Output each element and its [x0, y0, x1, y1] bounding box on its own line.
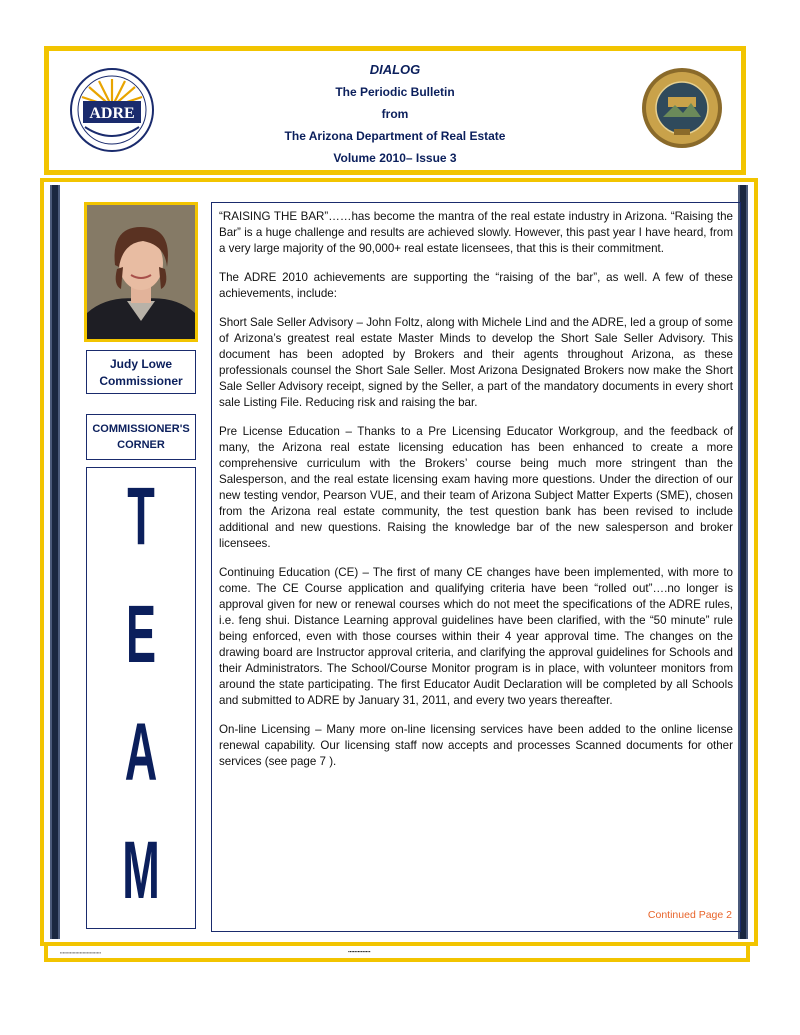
header-text [49, 59, 741, 169]
main-content-frame [40, 178, 758, 946]
bulletin-header [44, 46, 746, 175]
bulletin-subtitle: The Periodic Bulletin [335, 85, 455, 99]
article-paragraph: Pre License Education – Thanks to a Pre Licensing Educator Workgroup, and the feedback of many, the Arizona real estate licensing education has been enhanced to create a more comprehensive curriculum with the Brokers’ course being much more stringent than the Salesperson, and the real estate licensing exam having more questions. Under the direction of our new testing vendor, Pearson VUE, and their team of Arizona Subject Matter Experts (SME), chosen from the Arizona real estate community, the test question bank has been revised to include additional and new questions. Raising the knowledge bar of the new salesperson and broker licensees. [219, 425, 733, 550]
corner-heading-line1: COMMISSIONER'S [92, 423, 190, 435]
team-letter-m: M [122, 825, 160, 916]
team-letter-t: T [127, 471, 155, 562]
article-paragraph: Continuing Education (CE) – The first of many CE changes have been implemented, with more to come. The CE Course application and qualifying criteria have been “rolled out”….no longer is approval given for new or renewal courses which do not meet the specifications of the ADRE rules, i.e. feng shui. Distance Learning approval guidelines have been clarified, with the “50 minute” rule being enforced, even with those courses within their 4 year approval time. The changes on the drawing board are Instructor approval criteria, and clarifying the approval guidelines for Schools and their Administrators. The School/Course Monitor program is in place, with volunteer monitors from around the state participating. The first Educator Audit Declaration will be completed by all Schools and submitted to ADRE by January 31, 2011, and every two years thereafter. [219, 566, 733, 707]
portrait-image [87, 205, 195, 339]
bulletin-volume: Volume 2010– Issue 3 [333, 151, 457, 165]
commissioner-name: Judy Lowe [109, 357, 172, 371]
team-letter-e: E [125, 589, 157, 680]
footer-mid-mark: ▪▪▪▪▪▪▪▪▪▪▪▪▪▪ [348, 949, 371, 954]
team-letter-a: A [124, 707, 158, 798]
bulletin-from: from [381, 107, 409, 121]
bulletin-department: The Arizona Department of Real Estate [284, 129, 506, 143]
page-footer [44, 946, 750, 962]
commissioners-corner-box [86, 414, 196, 460]
commissioner-photo [84, 202, 198, 342]
corner-heading-line2: CORNER [117, 439, 165, 451]
article-paragraph: Short Sale Seller Advisory – John Foltz, along with Michele Lind and the ADRE, led a group of some of Arizona’s greatest real estate Master Minds to develop the Short Sale Seller Advisory. This document has been adopted by Brokers and their agents throughout Arizona, as these professionals counsel the Short Sale Seller. Most Arizona Designated Brokers now make the Short Sale Seller Advisory receipt, signed by the Seller, a part of the mandatory documents in every short sale Listing File. Reducing risk and raising the bar. [219, 316, 733, 409]
article-paragraph: “RAISING THE BAR”……has become the mantra of the real estate industry in Arizona. “Raising the Bar” is a huge challenge and results are achieved slowly. However, this past year I have heard, from a very large majority of the 90,000+ real estate licensees, that this is their commitment. [219, 210, 733, 255]
state-seal-icon [641, 67, 723, 149]
commissioner-role: Commissioner [99, 374, 183, 388]
left-rail [50, 185, 60, 939]
team-box [86, 467, 196, 929]
bulletin-title: DIALOG [369, 62, 421, 77]
article-paragraph: On-line Licensing – Many more on-line licensing services have been added to the online license renewal capability. Our licensing staff now accepts and processes Scanned documents for other services (see page 7 ). [219, 723, 733, 768]
commissioner-name-box [86, 350, 196, 394]
svg-text:ADRE: ADRE [89, 105, 135, 122]
footer-left-mark: ▪▪▪▪▪▪▪▪▪▪▪▪▪▪▪▪▪▪▪▪▪▪▪▪▪▪▪▪▪ [60, 950, 102, 955]
continued-link[interactable]: Continued Page 2 [647, 909, 732, 921]
article-body [211, 202, 741, 932]
article-paragraph: The ADRE 2010 achievements are supporting the “raising of the bar”, as well. A few of these achievements, include: [219, 271, 733, 300]
